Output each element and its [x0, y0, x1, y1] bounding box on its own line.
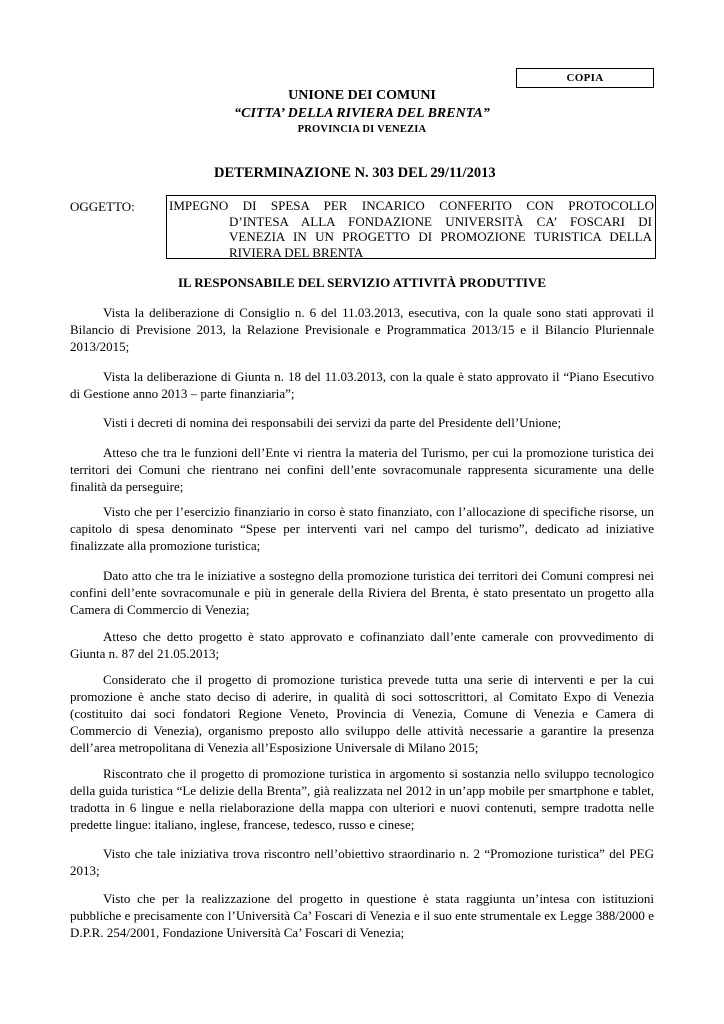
paragraph: Visto che tale iniziativa trova riscontro nell’obiettivo straordinario n. 2 “Promozione turistica” del PEG 2013; [70, 846, 654, 878]
organization-subtitle: “CITTA’ DELLA RIVIERA DEL BRENTA” [234, 106, 490, 121]
oggetto-label: OGGETTO: [70, 199, 135, 214]
paragraph: Dato atto che tra le iniziative a sostegno della promozione turistica dei territori dei Comuni compresi nei confini dell’ente sovracomunale e più in generale della Riviera del Brenta, è stato presentato un progetto alla Camera di Commercio di Venezia; [70, 568, 654, 617]
determinazione-heading: DETERMINAZIONE N. 303 DEL 29/11/2013 [214, 165, 496, 181]
oggetto-line: IMPEGNO DI SPESA PER INCARICO CONFERITO CON PROTOCOLLO [169, 198, 654, 213]
copia-stamp: COPIA [516, 68, 654, 88]
oggetto-line: VENEZIA IN UN PROGETTO DI PROMOZIONE TURISTICA DELLA [229, 229, 652, 244]
paragraph: Visto che per la realizzazione del progetto in questione è stata raggiunta un’intesa con istituzioni pubbliche e precisamente con l’Università Ca’ Foscari di Venezia e il suo ente strumentale ex Legge 388/2000 e D.P.R. 254/2001, Fondazione Università Ca’ Foscari di Venezia; [70, 891, 654, 940]
organization-title: UNIONE DEI COMUNI [288, 88, 436, 103]
oggetto-continuation [229, 214, 652, 261]
paragraph: Riscontrato che il progetto di promozione turistica in argomento si sostanzia nello sviluppo tecnologico della guida turistica “Le delizie della Brenta”, già realizzata nel 2012 in un’app mobile per smartphone e tablet, tradotta in 6 lingue e nella rielaborazione della mappa con ulteriori e nuovi contenuti, sempre tradotta nelle predette lingue: italiano, inglese, francese, tedesco, russo e cinese; [70, 766, 654, 832]
paragraph: Visti i decreti di nomina dei responsabili dei servizi da parte del Presidente dell’Unione; [103, 415, 562, 430]
oggetto-box [166, 195, 656, 259]
oggetto-line: RIVIERA DEL BRENTA [229, 244, 364, 260]
paragraph: Vista la deliberazione di Consiglio n. 6 del 11.03.2013, esecutiva, con la quale sono stati approvati il Bilancio di Previsione 2013, la Relazione Previsionale e Programmatica 2013/15 e il Bilancio Pluriennale 2013/2015; [70, 305, 654, 354]
responsabile-heading: IL RESPONSABILE DEL SERVIZIO ATTIVITÀ PRODUTTIVE [177, 275, 547, 290]
paragraph: Visto che per l’esercizio finanziario in corso è stato finanziato, con l’allocazione di specifiche risorse, un capitolo di spesa denominato “Spese per interventi vari nel campo del turismo”, dedicato ad iniziative finalizzate alla promozione turistica; [70, 504, 654, 553]
oggetto-line: D’INTESA ALLA FONDAZIONE UNIVERSITÀ CA’ FOSCARI DI [229, 213, 652, 229]
paragraph: Atteso che tra le funzioni dell’Ente vi rientra la materia del Turismo, per cui la promozione turistica dei territori dei Comuni che rientrano nei confini dell’ente sovracomunale rappresenta sicuramente una delle finalità da perseguire; [70, 445, 654, 494]
paragraph: Vista la deliberazione di Giunta n. 18 del 11.03.2013, con la quale è stato approvato il “Piano Esecutivo di Gestione anno 2013 – parte finanziaria”; [70, 369, 654, 401]
paragraph: Considerato che il progetto di promozione turistica prevede tutta una serie di interventi e per la cui promozione è anche stato deciso di aderire, in qualità di soci sottoscrittori, al Comitato Expo di Venezia (costituito dai soci fondatori Regione Veneto, Provincia di Venezia, Comune di Venezia e Camera di Commercio di Venezia), organismo preposto allo sviluppo delle attività necessarie a garantire la presenza dell’area metropolitana di Venezia all’Esposizione Universale di Milano 2015; [70, 672, 654, 755]
province-label: PROVINCIA DI VENEZIA [297, 124, 427, 135]
paragraph: Atteso che detto progetto è stato approvato e cofinanziato dall’ente camerale con provvedimento di Giunta n. 87 del 21.05.2013; [70, 629, 654, 661]
